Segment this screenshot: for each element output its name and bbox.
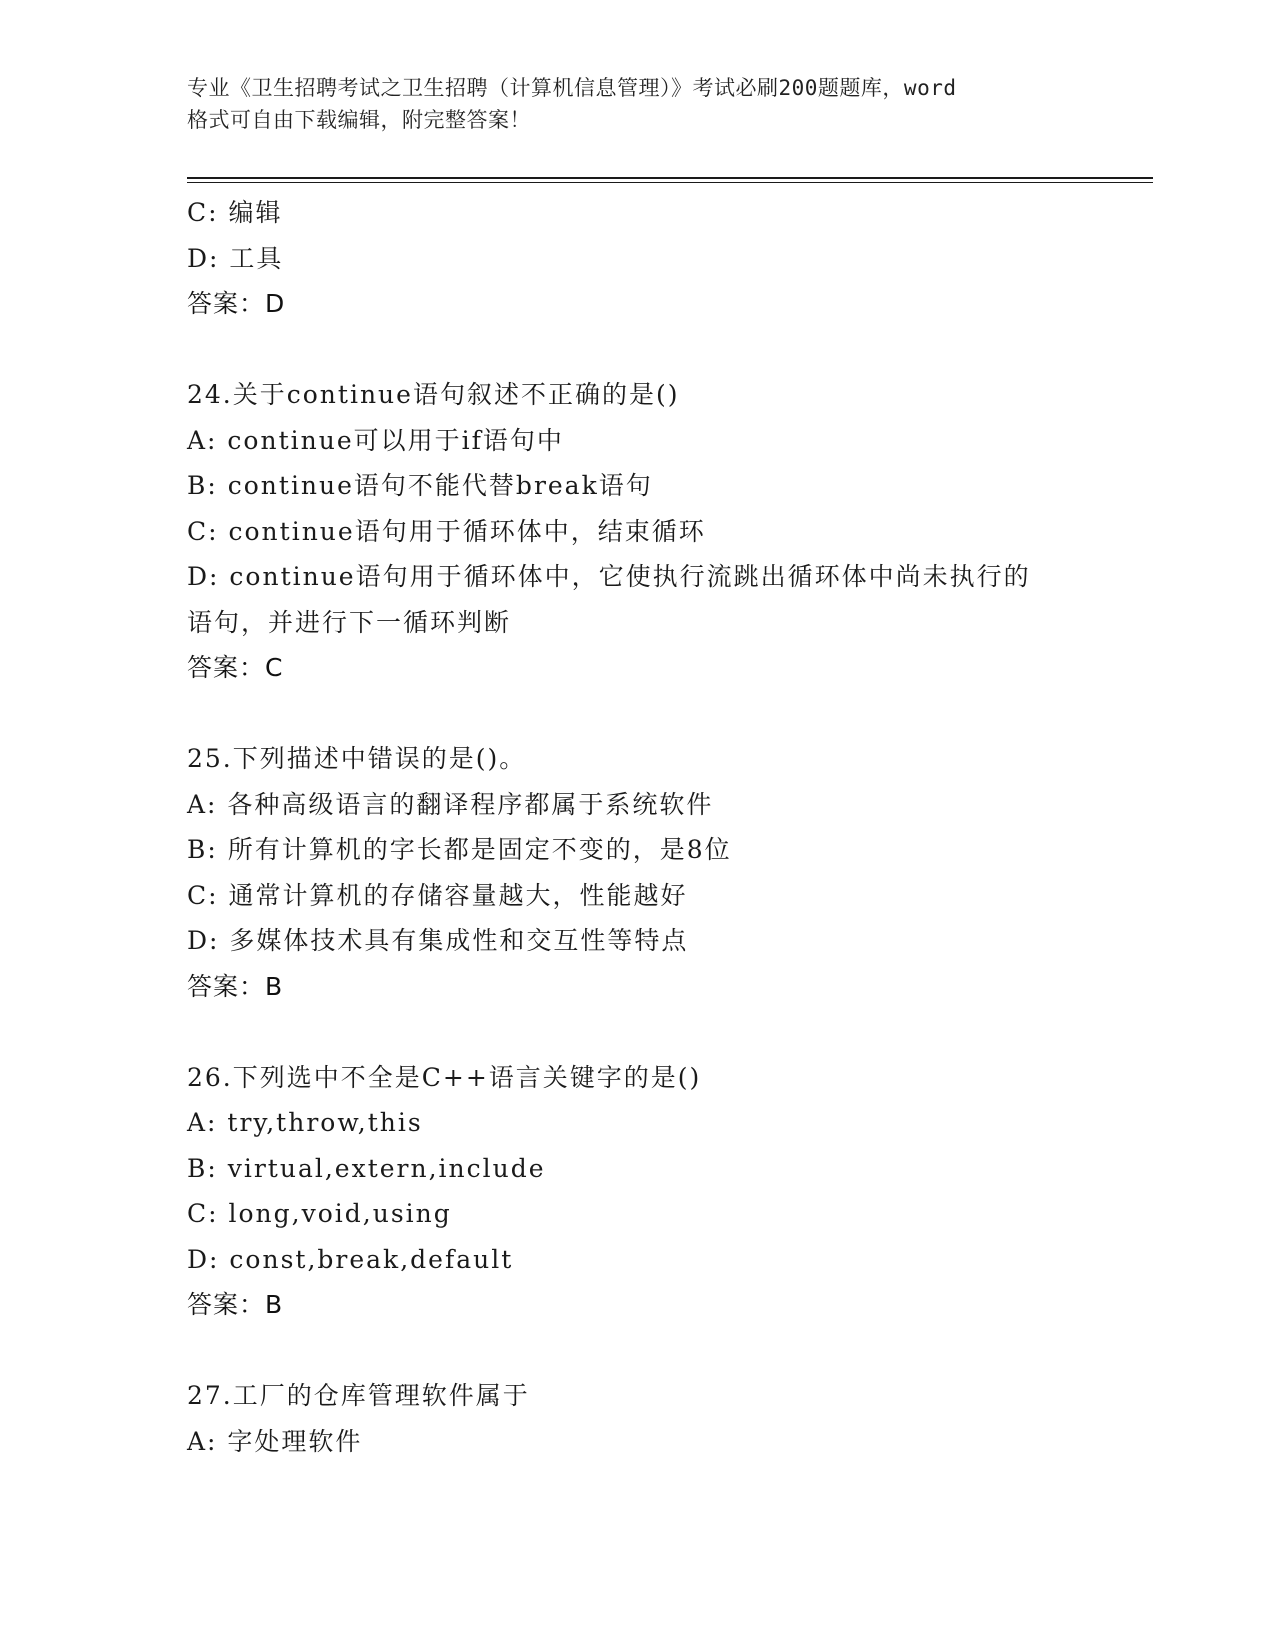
question-stem: 25.下列描述中错误的是()。 (187, 744, 527, 773)
question-27 (187, 1373, 1087, 1464)
option-d: D: 工具 (187, 243, 284, 273)
spacer (187, 327, 1087, 373)
question-23-partial (187, 190, 1087, 327)
answer-line: 答案：D (187, 289, 286, 318)
question-26 (187, 1055, 1087, 1328)
question-stem: 26.下列选中不全是C++语言关键字的是() (187, 1062, 702, 1092)
option-b: B: continue语句不能代替break语句 (187, 471, 653, 500)
option-a: A: 字处理软件 (187, 1426, 363, 1456)
option-d: D: const,break,default (187, 1244, 514, 1274)
option-a: A: try,throw,this (187, 1108, 423, 1137)
option-c: C: continue语句用于循环体中，结束循环 (187, 516, 706, 546)
option-d: D: 多媒体技术具有集成性和交互性等特点 (187, 926, 689, 955)
answer-line: 答案：B (187, 971, 284, 1001)
answer-line: 答案：C (187, 653, 284, 682)
header-line-2: 格式可自由下载编辑，附完整答案！ (187, 108, 531, 132)
header-line-1: 专业《卫生招聘考试之卫生招聘（计算机信息管理）》考试必刷200题题库，word (187, 76, 957, 100)
option-d: D: continue语句用于循环体中，它使执行流跳出循环体中尚未执行的语句，并进行下一循环判断 (187, 562, 1031, 637)
option-c: C: 通常计算机的存储容量越大，性能越好 (187, 880, 688, 910)
option-a: A: 各种高级语言的翻译程序都属于系统软件 (187, 789, 714, 819)
question-stem: 27.工厂的仓库管理软件属于 (187, 1381, 530, 1410)
spacer (187, 1328, 1087, 1374)
option-b: B: virtual,extern,include (187, 1153, 546, 1183)
header-divider-thick (187, 177, 1153, 179)
header-divider-thin (187, 182, 1153, 183)
option-c: C: 编辑 (187, 198, 283, 227)
spacer (187, 691, 1087, 737)
question-24 (187, 372, 1087, 691)
answer-line: 答案：B (187, 1290, 284, 1319)
option-b: B: 所有计算机的字长都是固定不变的，是8位 (187, 835, 732, 864)
document-header (187, 72, 1087, 136)
spacer (187, 1009, 1087, 1055)
question-25 (187, 736, 1087, 1009)
question-stem: 24.关于continue语句叙述不正确的是() (187, 380, 680, 409)
option-c: C: long,void,using (187, 1199, 452, 1228)
option-a: A: continue可以用于if语句中 (187, 425, 564, 455)
question-list (187, 190, 1087, 1464)
